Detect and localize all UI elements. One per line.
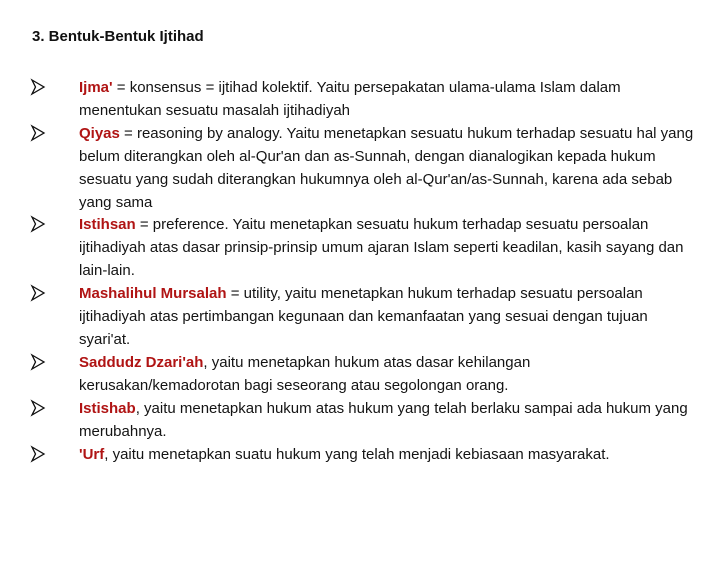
arrowhead-bullet-icon <box>30 352 46 372</box>
item-text <box>79 77 694 123</box>
arrowhead-bullet-icon <box>30 123 46 143</box>
list-item <box>0 214 720 283</box>
arrowhead-bullet-icon <box>30 398 46 418</box>
item-text <box>79 352 694 398</box>
item-text <box>79 283 694 352</box>
item-description: = konsensus = ijtihad kolektif. Yaitu persepakatan ulama-ulama Islam dalam menentukan sesuatu masalah ijtihadiyah <box>79 79 621 119</box>
list-item <box>0 444 720 467</box>
item-text <box>79 214 694 283</box>
item-description: = reasoning by analogy. Yaitu menetapkan sesuatu hukum terhadap sesuatu hal yang belum diterangkan oleh al-Qur'an dan as-Sunnah, dengan dianalogikan kepada hukum sesuatu yang sudah diterangkan hukumnya oleh al-Qur'an/as-Sunnah, karena ada sebab yang sama <box>79 124 694 211</box>
item-term: Qiyas <box>79 124 120 142</box>
item-term: Istishab <box>79 399 136 417</box>
list-item <box>0 283 720 352</box>
list-item <box>0 398 720 444</box>
arrowhead-bullet-icon <box>30 214 46 234</box>
list-item <box>0 77 720 123</box>
item-text <box>79 398 694 444</box>
item-term: Mashalihul Mursalah <box>79 285 227 303</box>
item-term: Saddudz Dzari'ah <box>79 353 204 371</box>
item-description: = utility, yaitu menetapkan hukum terhadap sesuatu persoalan ijtihadiyah atas pertimbangan kegunaan dan kemanfaatan yang sesuai dengan tujuan syari'at. <box>79 285 648 348</box>
arrowhead-bullet-icon <box>30 77 46 97</box>
item-term: Istihsan <box>79 216 136 234</box>
item-term: Ijma' <box>79 79 113 96</box>
item-description: , yaitu menetapkan hukum atas hukum yang telah berlaku sampai ada hukum yang merubahnya. <box>79 399 688 440</box>
arrowhead-bullet-icon <box>30 444 46 464</box>
arrowhead-bullet-icon <box>30 283 46 303</box>
list-item <box>0 123 720 215</box>
item-term: 'Urf <box>79 445 105 463</box>
list-item <box>0 352 720 398</box>
ijtihad-forms-list <box>0 77 720 466</box>
item-description: , yaitu menetapkan hukum atas dasar kehilangan kerusakan/kemadorotan bagi seseorang atau segolongan orang. <box>79 353 531 394</box>
item-description: = preference. Yaitu menetapkan sesuatu hukum terhadap sesuatu persoalan ijtihadiyah atas dasar prinsip-prinsip umum ajaran Islam seperti keadilan, kasih sayang dan lain-lain. <box>79 216 684 280</box>
item-text <box>79 444 694 467</box>
slide-title: 3. Bentuk-Bentuk Ijtihad <box>32 28 204 45</box>
item-text <box>79 123 694 215</box>
item-description: , yaitu menetapkan suatu hukum yang telah menjadi kebiasaan masyarakat. <box>104 445 610 463</box>
